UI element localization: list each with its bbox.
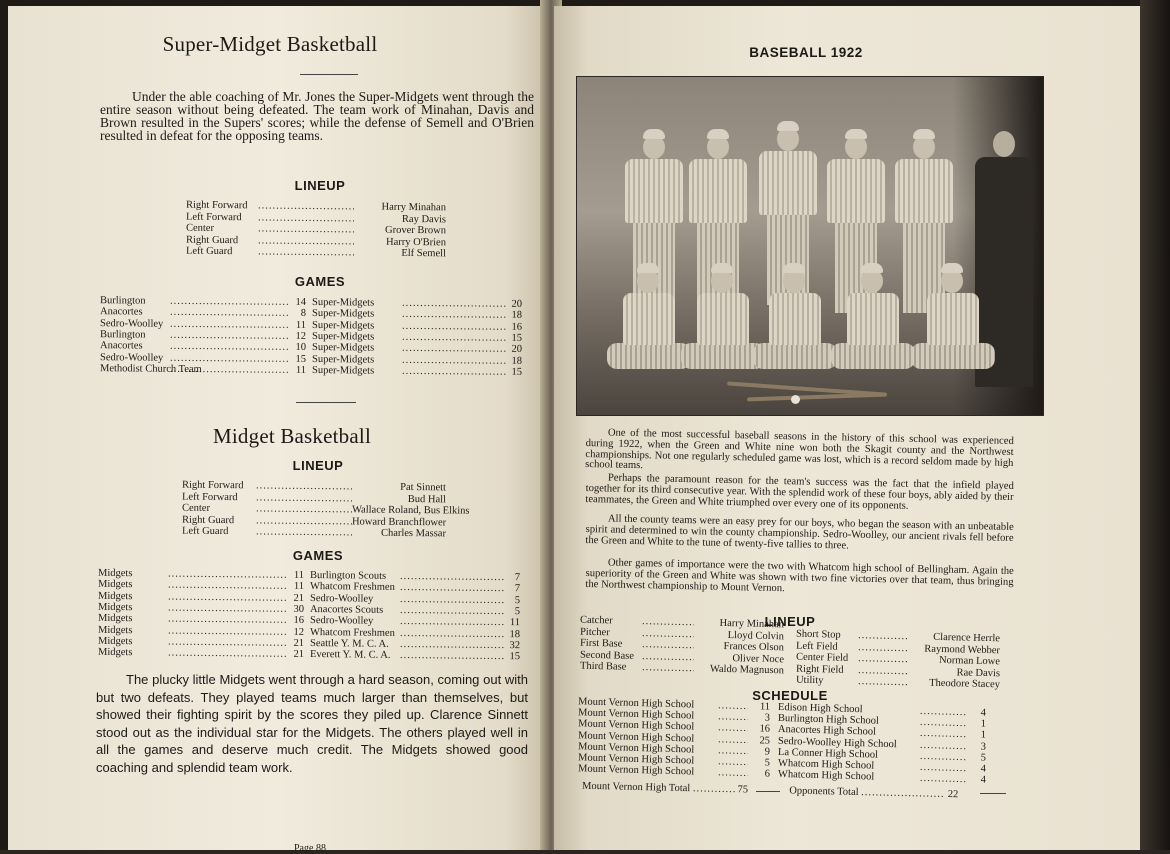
- baseball: [791, 395, 800, 404]
- baseball-paragraph: One of the most successful baseball seasons in the history of this school was experienced during 1922, when the Green and White nine won both the Skagit county and the Northwest championships. Not one regularly scheduled game was lost, which is a record seldom made by high school teams.: [585, 427, 1014, 472]
- baseball-lineup-heading: LINEUP: [764, 614, 816, 629]
- schedule-opponent: La Conner High School: [777, 746, 879, 761]
- schedule-opp-score: 4: [980, 707, 987, 719]
- leader-dots: [400, 605, 504, 617]
- game-score: 5: [514, 594, 521, 606]
- opponents-total-value: 22: [947, 789, 959, 801]
- lineup-player: Elf Semell: [401, 248, 447, 260]
- lineup-player: Harry O'Brien: [386, 236, 447, 249]
- schedule-opp-score: 5: [980, 752, 987, 764]
- opponents-total-label: Opponents Total: [789, 785, 859, 799]
- schedule-heading: SCHEDULE: [752, 688, 828, 703]
- game-team-name: Burlington: [99, 329, 146, 341]
- lineup-position: Right Guard: [185, 234, 239, 246]
- book-edge: [1140, 0, 1170, 850]
- game-score: 10: [295, 342, 307, 354]
- team-total-value: 75: [737, 784, 749, 796]
- schedule-team: Mount Vernon High School: [577, 696, 695, 711]
- player-jersey: [827, 159, 885, 223]
- lineup-position: Short Stop: [795, 628, 841, 641]
- schedule-opp-score: 3: [980, 741, 987, 753]
- leader-dots: [258, 200, 354, 212]
- lineup-player: Howard Branchflower: [351, 515, 447, 528]
- lineup-position: Center: [181, 502, 211, 514]
- lineup-player: Clarence Herrle: [933, 631, 1001, 645]
- leader-dots: [642, 616, 694, 628]
- baseball-title: BASEBALL 1922: [749, 45, 863, 60]
- leader-dots: [920, 739, 966, 751]
- leader-dots: [402, 366, 506, 378]
- schedule-team-score: 25: [759, 734, 771, 747]
- game-team-name: Anacortes: [99, 340, 143, 352]
- game-score: 21: [293, 648, 305, 661]
- game-score: 12: [295, 330, 307, 342]
- schedule-opponent: Burlington High School: [777, 713, 880, 727]
- lineup-player: Wallace Roland, Bus Elkins: [351, 504, 470, 517]
- player-cap: [777, 121, 799, 131]
- lineup-position: Right Field: [795, 663, 844, 676]
- game-team-name: Super-Midgets: [311, 364, 375, 377]
- leader-dots: [170, 364, 288, 376]
- leader-dots: [402, 320, 506, 332]
- game-team-name: Seattle Y. M. C. A.: [309, 637, 389, 650]
- schedule-team: Mount Vernon High School: [577, 707, 695, 722]
- schedule-opp-score: 1: [980, 718, 987, 730]
- leader-dots: [718, 756, 748, 768]
- leader-dots: [858, 630, 908, 642]
- game-score: 8: [300, 308, 307, 320]
- player-cap: [861, 263, 883, 273]
- game-score: 18: [511, 355, 523, 367]
- leader-dots: [170, 318, 288, 330]
- game-team-name: Midgets: [97, 567, 133, 580]
- lineup-position: Left Guard: [185, 246, 233, 258]
- player-jersey: [769, 293, 821, 345]
- game-score: 5: [514, 606, 521, 618]
- schedule-team-score: 6: [764, 768, 771, 780]
- game-team-name: Super-Midgets: [311, 342, 375, 354]
- leader-dots: [400, 582, 504, 594]
- schedule-team: Mount Vernon High School: [577, 763, 695, 778]
- lineup-position: Left Forward: [181, 491, 238, 503]
- schedule-opp-score: 1: [980, 729, 987, 742]
- lineup-player: Oliver Noce: [732, 652, 785, 666]
- schedule-opponent: Edison High School: [777, 701, 863, 716]
- leader-dots: [256, 492, 352, 504]
- player-jersey: [697, 293, 749, 345]
- lineup-position: Second Base: [579, 649, 635, 662]
- schedule-team-score: 5: [764, 757, 771, 769]
- game-team-name: Sedro-Woolley: [309, 592, 374, 605]
- lineup-position: Left Guard: [181, 525, 229, 538]
- leader-dots: [718, 767, 748, 779]
- game-score: 11: [295, 364, 307, 376]
- game-team-name: Super-Midgets: [311, 353, 375, 366]
- game-team-name: Sedro-Woolley: [99, 351, 164, 364]
- schedule-team-score: 16: [759, 723, 771, 736]
- lineup-player: Grover Brown: [384, 224, 447, 237]
- leader-dots: [258, 247, 354, 259]
- leader-dots: [168, 614, 286, 626]
- midget-title: Midget Basketball: [213, 424, 371, 448]
- leader-dots: [168, 591, 286, 603]
- section-divider: [296, 402, 356, 403]
- total-rule-right: [980, 793, 1006, 794]
- game-score: 7: [514, 572, 521, 584]
- lineup-position: First Base: [579, 637, 623, 650]
- game-team-name: Midgets: [97, 635, 133, 647]
- leader-dots: [402, 343, 506, 355]
- leader-dots: [718, 723, 748, 735]
- seated-player: [831, 263, 915, 383]
- lineup-position: Right Forward: [181, 479, 244, 492]
- leader-dots: [400, 650, 504, 662]
- lineup-position: Third Base: [579, 661, 627, 674]
- lineup-position: Center Field: [795, 651, 849, 665]
- game-score: 16: [511, 321, 523, 333]
- midget-lineup-heading: LINEUP: [292, 458, 344, 473]
- leader-dots: [400, 627, 504, 639]
- game-team-name: Midgets: [97, 624, 133, 636]
- lineup-player: Bud Hall: [407, 493, 447, 505]
- game-team-name: Midgets: [97, 590, 133, 602]
- game-score: 15: [295, 353, 307, 365]
- coach-head: [993, 131, 1015, 157]
- player-cap: [637, 263, 659, 273]
- lineup-position: Left Field: [795, 640, 838, 653]
- game-score: 15: [511, 332, 523, 344]
- lineup-player: Norman Lowe: [938, 655, 1001, 668]
- leader-dots: [400, 594, 504, 606]
- game-team-name: Methodist Church Team: [99, 362, 202, 375]
- page-number: Page 88: [294, 843, 326, 854]
- lineup-position: Pitcher: [579, 626, 610, 638]
- game-score: 15: [511, 366, 523, 378]
- lineup-player: Harry Minahan: [719, 617, 785, 631]
- schedule-opp-score: 4: [980, 763, 987, 775]
- leader-dots: [402, 354, 506, 366]
- player-cap: [707, 129, 729, 139]
- leader-dots: [858, 642, 908, 654]
- game-team-name: Midgets: [97, 601, 133, 614]
- player-jersey: [847, 293, 899, 345]
- leader-dots: [400, 616, 504, 628]
- baseball-paragraph: All the county teams were an easy prey for our boys, who began the season with an unbeatable spirit and determined to win the county championship. Sedro-Woolley, our ancient rivals fell before the Green and White to the tune of twenty-five tallies to three.: [585, 513, 1014, 552]
- lineup-player: Lloyd Colvin: [727, 629, 785, 642]
- game-team-name: Whatcom Freshmen: [309, 626, 395, 639]
- player-jersey: [927, 293, 979, 345]
- schedule-opponent: Whatcom High School: [777, 769, 875, 783]
- lineup-player: Harry Minahan: [381, 201, 447, 214]
- game-score: 11: [293, 581, 305, 593]
- leader-dots: [168, 648, 286, 660]
- lineup-position: Left Forward: [185, 211, 242, 223]
- leader-dots: [258, 224, 354, 236]
- game-score: 18: [509, 628, 521, 640]
- player-cap: [711, 263, 733, 273]
- leader-dots: [402, 309, 506, 321]
- leader-dots: [642, 639, 694, 651]
- leader-dots: [402, 332, 506, 344]
- lineup-player: Pat Sinnett: [400, 481, 447, 494]
- super-midget-title: Super-Midget Basketball: [162, 32, 378, 56]
- leader-dots: [256, 526, 352, 538]
- leader-dots: [400, 639, 504, 651]
- super-midget-paragraph: Under the able coaching of Mr. Jones the Super-Midgets went through the entire season without being defeated. The team work of Minahan, Davis and Brown resulted in the Supers' scores; while the defense of Semell and O'Brien resulted in defeat for the opposing teams.: [100, 89, 534, 143]
- player-cap: [643, 129, 665, 139]
- leader-dots: [718, 745, 748, 757]
- leader-dots: [256, 515, 352, 527]
- leader-dots: [170, 330, 288, 342]
- schedule-opp-score: 4: [980, 774, 987, 786]
- game-score: 20: [511, 343, 523, 356]
- game-team-name: Burlington Scouts: [309, 570, 387, 582]
- game-team-name: Sedro-Woolley: [309, 615, 374, 627]
- player-cap: [913, 129, 935, 139]
- player-jersey: [759, 151, 817, 215]
- bat: [747, 393, 887, 402]
- leader-dots: [170, 352, 288, 364]
- seated-player: [607, 263, 691, 383]
- leader-dots: [718, 734, 748, 746]
- midget-games-heading: GAMES: [292, 548, 344, 563]
- game-team-name: Midgets: [97, 579, 133, 591]
- schedule-opponent: Whatcom High School: [777, 757, 875, 772]
- lineup-player: Frances Olson: [723, 641, 785, 654]
- lineup-position: Right Guard: [181, 514, 235, 526]
- super-midget-games-heading: GAMES: [294, 274, 346, 289]
- game-team-name: Everett Y. M. C. A.: [309, 649, 391, 661]
- midget-paragraph: The plucky little Midgets went through a hard season, coming out with but two defeats. They played teams much larger than themselves, but showed their fighting spirit by the scores they piled up. Clarence Sinnett stood out as the individual star for the Midgets. The others played well in all the games and deserve much credit. The Midgets showed good coaching and splendid team work.: [96, 672, 528, 775]
- game-score: 11: [509, 617, 521, 629]
- player-legs: [607, 343, 691, 369]
- leader-dots: [858, 676, 908, 688]
- game-score: 14: [295, 296, 307, 308]
- player-jersey: [625, 159, 683, 223]
- game-score: 32: [509, 639, 521, 652]
- player-legs: [831, 343, 915, 369]
- schedule-team: Mount Vernon High School: [577, 741, 695, 756]
- game-team-name: Super-Midgets: [311, 319, 375, 332]
- game-score: 30: [293, 603, 305, 615]
- game-team-name: Super-Midgets: [311, 308, 375, 320]
- leader-dots: [718, 700, 748, 712]
- player-cap: [845, 129, 867, 139]
- player-cap: [783, 263, 805, 273]
- lineup-position: Right Forward: [185, 199, 248, 212]
- team-total-label: Mount Vernon High Total: [581, 780, 691, 795]
- schedule-team: Mount Vernon High School: [577, 752, 695, 767]
- game-team-name: Super-Midgets: [311, 297, 375, 309]
- player-jersey: [623, 293, 675, 345]
- schedule-team: Mount Vernon High School: [577, 718, 695, 733]
- game-score: 11: [295, 319, 307, 331]
- super-midget-lineup-heading: LINEUP: [294, 178, 346, 193]
- leader-dots: [170, 341, 288, 353]
- lineup-position: Center: [185, 222, 215, 235]
- leader-dots: [258, 212, 354, 224]
- lineup-position: Catcher: [579, 614, 613, 627]
- lineup-player: Raymond Webber: [924, 643, 1001, 656]
- leader-dots: [858, 653, 908, 665]
- lineup-player: Theodore Stacey: [929, 678, 1001, 691]
- seated-player: [753, 263, 837, 383]
- game-score: 15: [509, 651, 521, 663]
- lineup-position: Utility: [795, 675, 824, 687]
- game-team-name: Super-Midgets: [311, 330, 375, 343]
- leader-dots: [168, 580, 286, 592]
- leader-dots: [920, 728, 966, 740]
- schedule-team-score: 11: [759, 701, 771, 713]
- game-team-name: Whatcom Freshmen: [309, 581, 395, 594]
- baseball-paragraph: Perhaps the paramount reason for the team's success was the fact that the infield played together for its third consecutive year. With the splendid work of these four boys, ably aided by their teammates, the Green and White triumphed over every one of its opponents.: [585, 472, 1014, 512]
- game-score: 12: [293, 626, 305, 638]
- game-score: 16: [293, 615, 305, 627]
- leader-dots: [920, 773, 966, 785]
- schedule-team-score: 3: [764, 712, 771, 724]
- schedule-team: Mount Vernon High School: [577, 729, 695, 745]
- leader-dots: [258, 235, 354, 247]
- game-score: 7: [514, 583, 521, 595]
- game-team-name: Anacortes: [99, 306, 143, 318]
- leader-dots: [858, 665, 908, 677]
- game-score: 11: [293, 569, 305, 581]
- leader-dots: [642, 651, 694, 663]
- leader-dots: [168, 625, 286, 637]
- leader-dots: [170, 307, 288, 319]
- schedule-opponent: Anacortes High School: [777, 724, 877, 739]
- player-cap: [941, 263, 963, 273]
- player-legs: [753, 343, 837, 369]
- seated-player: [911, 263, 995, 383]
- lineup-player: Charles Massar: [380, 527, 447, 540]
- leader-dots: [256, 503, 352, 515]
- schedule-opponent: Sedro-Woolley High School: [777, 735, 897, 750]
- game-team-name: Midgets: [97, 646, 133, 659]
- leader-dots: [256, 480, 352, 492]
- game-score: 21: [293, 592, 305, 604]
- game-score: 20: [511, 298, 523, 310]
- game-score: 21: [293, 637, 305, 649]
- baseball-paragraph: Other games of importance were the two with Whatcom high school of Bellingham. Again the superiority of the Green and White was shown with two fine victories over that team, thus bringing the Northwest championship to Mount Vernon.: [585, 557, 1014, 594]
- leader-dots: [642, 628, 694, 640]
- game-team-name: Sedro-Woolley: [99, 317, 164, 330]
- player-legs: [911, 343, 995, 369]
- game-score: 18: [511, 310, 523, 322]
- schedule-team-score: 9: [764, 746, 771, 758]
- team-photo: [576, 76, 1044, 416]
- game-team-name: Burlington: [99, 295, 146, 307]
- player-jersey: [689, 159, 747, 223]
- lineup-player: Rae Davis: [956, 667, 1001, 680]
- lineup-player: Ray Davis: [401, 213, 447, 225]
- game-team-name: Anacortes Scouts: [309, 603, 384, 616]
- player-jersey: [895, 159, 953, 223]
- lineup-player: Waldo Magnuson: [709, 664, 785, 677]
- leader-dots: [402, 298, 506, 310]
- game-team-name: Midgets: [97, 612, 133, 625]
- title-divider: [300, 74, 358, 75]
- leader-dots: [642, 662, 694, 674]
